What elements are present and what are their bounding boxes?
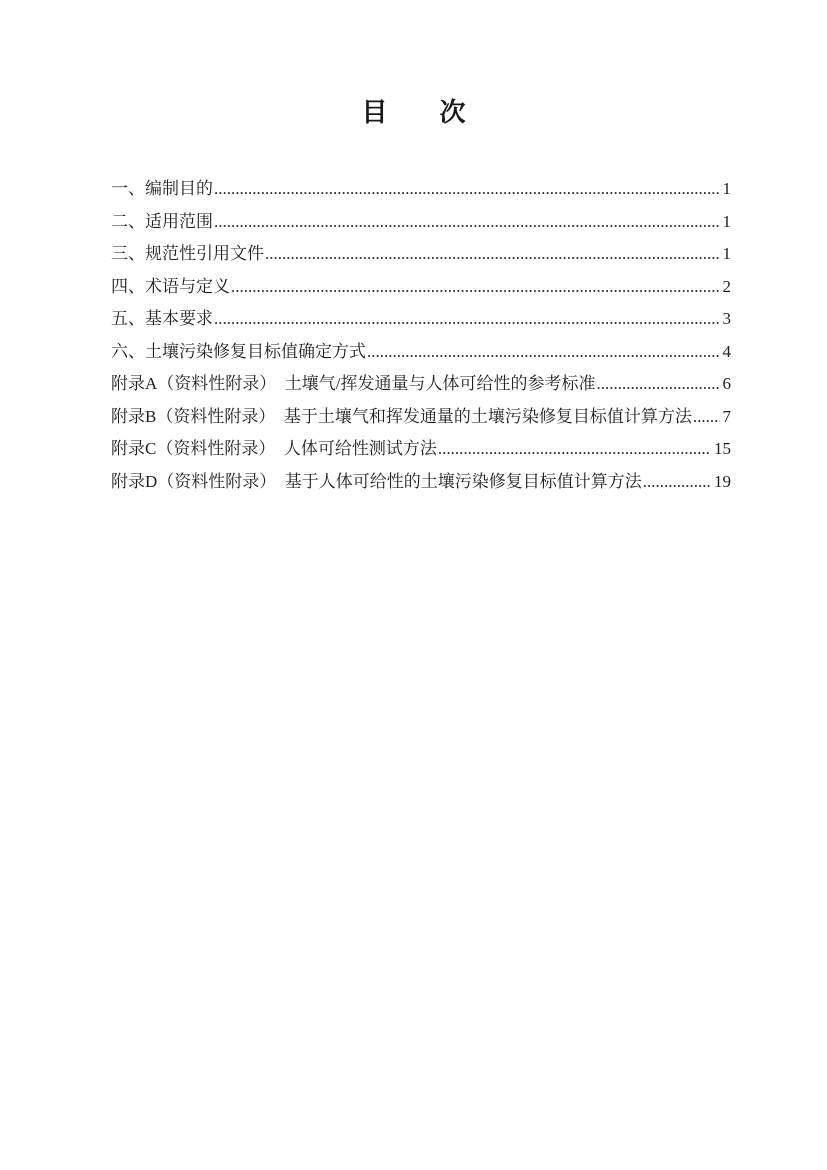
toc-leader-dots	[214, 206, 720, 239]
toc-entry-label: 附录C（资料性附录） 人体可给性测试方法	[111, 439, 437, 458]
toc-entry[interactable]	[111, 206, 731, 239]
toc-entry[interactable]	[111, 336, 731, 369]
toc-entry-label: 五、基本要求	[111, 309, 213, 328]
toc-leader-dots	[597, 368, 720, 401]
toc-entry[interactable]	[111, 303, 731, 336]
toc-entry[interactable]	[111, 271, 731, 304]
toc-entry-page: 1	[722, 179, 731, 198]
toc-entry-label: 六、土壤污染修复目标值确定方式	[111, 341, 366, 361]
toc-leader-dots	[214, 173, 720, 206]
toc-entry[interactable]	[111, 466, 731, 499]
toc-leader-dots	[231, 271, 720, 304]
toc-entry-label: 附录B（资料性附录） 基于土壤气和挥发通量的土壤污染修复目标值计算方法	[111, 406, 692, 426]
toc-entry-page: 1	[722, 244, 731, 263]
toc-leader-dots	[265, 238, 720, 271]
toc-entry-page: 15	[714, 439, 731, 458]
toc-leader-dots	[214, 303, 720, 336]
toc-entry-page: 19	[714, 471, 731, 491]
toc-leader-dots	[643, 466, 711, 499]
page-title: 目 次	[361, 98, 466, 127]
toc-leader-dots	[438, 433, 711, 466]
toc-entry-label: 附录A（资料性附录） 土壤气/挥发通量与人体可给性的参考标准	[111, 374, 596, 393]
toc-entry-page: 2	[722, 276, 731, 296]
toc-entry[interactable]	[111, 173, 731, 206]
toc-entry-label: 二、适用范围	[111, 211, 213, 231]
toc-entry[interactable]	[111, 238, 731, 271]
toc-entry-page: 6	[722, 374, 731, 393]
toc-entry-label: 三、规范性引用文件	[111, 244, 264, 263]
toc-entry-label: 四、术语与定义	[111, 276, 230, 296]
toc-entry-page: 7	[722, 406, 731, 426]
toc-entry[interactable]	[111, 401, 731, 434]
toc-entry-page: 1	[722, 211, 731, 231]
toc-list	[111, 173, 731, 498]
toc-leader-dots	[693, 401, 720, 434]
toc-entry-label: 附录D（资料性附录） 基于人体可给性的土壤污染修复目标值计算方法	[111, 471, 642, 491]
toc-entry[interactable]	[111, 433, 731, 466]
toc-entry-page: 3	[722, 309, 731, 328]
toc-entry-label: 一、编制目的	[111, 179, 213, 198]
toc-entry[interactable]	[111, 368, 731, 401]
toc-entry-page: 4	[722, 341, 731, 361]
toc-leader-dots	[367, 336, 720, 369]
